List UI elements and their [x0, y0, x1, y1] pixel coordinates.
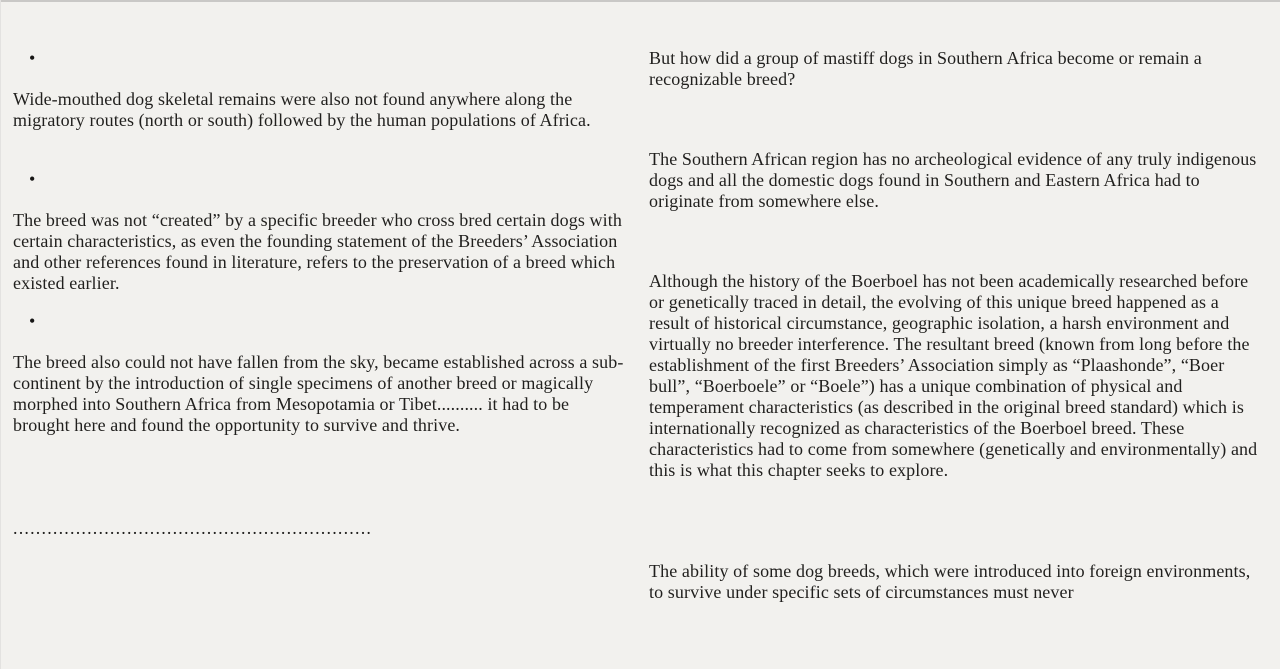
- left-page-edge: [0, 0, 1, 669]
- paragraph-breed-not-created: The breed was not “created” by a specific breeder who cross bred certain dogs with certain characteristics, as even the founding statement of the Breeders’ Association and other references found in literature, refers to the preservation of a breed which existed earlier.: [13, 210, 622, 293]
- paragraph-breed-brought-here: The breed also could not have fallen from the sky, became established across a sub-continent by the introduction of single specimens of another breed or magically morphed into Southern Africa from Mesopotamia or Tibet.......... it had to be brought here and found the opportunity to survive and thrive.: [13, 352, 624, 435]
- bullet-marker: •: [29, 48, 36, 68]
- paragraph-mastiff-question: But how did a group of mastiff dogs in Southern Africa become or remain a recognizable breed?: [649, 48, 1202, 89]
- bullet-marker: •: [29, 311, 36, 331]
- bullet-marker: •: [29, 169, 36, 189]
- paragraph-ability-of-breeds: The ability of some dog breeds, which were introduced into foreign environments, to survive under specific sets of circumstances must never: [649, 561, 1251, 602]
- paragraph-boerboel-history: Although the history of the Boerboel has not been academically researched before or genetically traced in detail, the evolving of this unique breed happened as a result of historical circumstance, geographic isolation, a harsh environment and virtually no breeder interference. The resultant breed (known from long before the establishment of the first Breeders’ Association simply as “Plaashonde”, “Boer bull”, “Boerboele” or “Boele”) has a unique combination of physical and temperament characteristics (as described in the original breed standard) which is internationally recognized as characteristics of the Boerboel breed. These characteristics had to come from somewhere (genetically and environmentally) and this is what this chapter seeks to explore.: [649, 271, 1258, 480]
- top-divider: [0, 0, 1280, 2]
- dotted-leader-line: ...............................................................: [13, 518, 373, 538]
- paragraph-skeletal-remains: Wide-mouthed dog skeletal remains were also not found anywhere along the migratory routes (north or south) followed by the human populations of Africa.: [13, 89, 591, 130]
- paragraph-no-archeological-evidence: The Southern African region has no archeological evidence of any truly indigenous dogs and all the domestic dogs found in Southern and Eastern Africa had to originate from somewhere else.: [649, 149, 1257, 211]
